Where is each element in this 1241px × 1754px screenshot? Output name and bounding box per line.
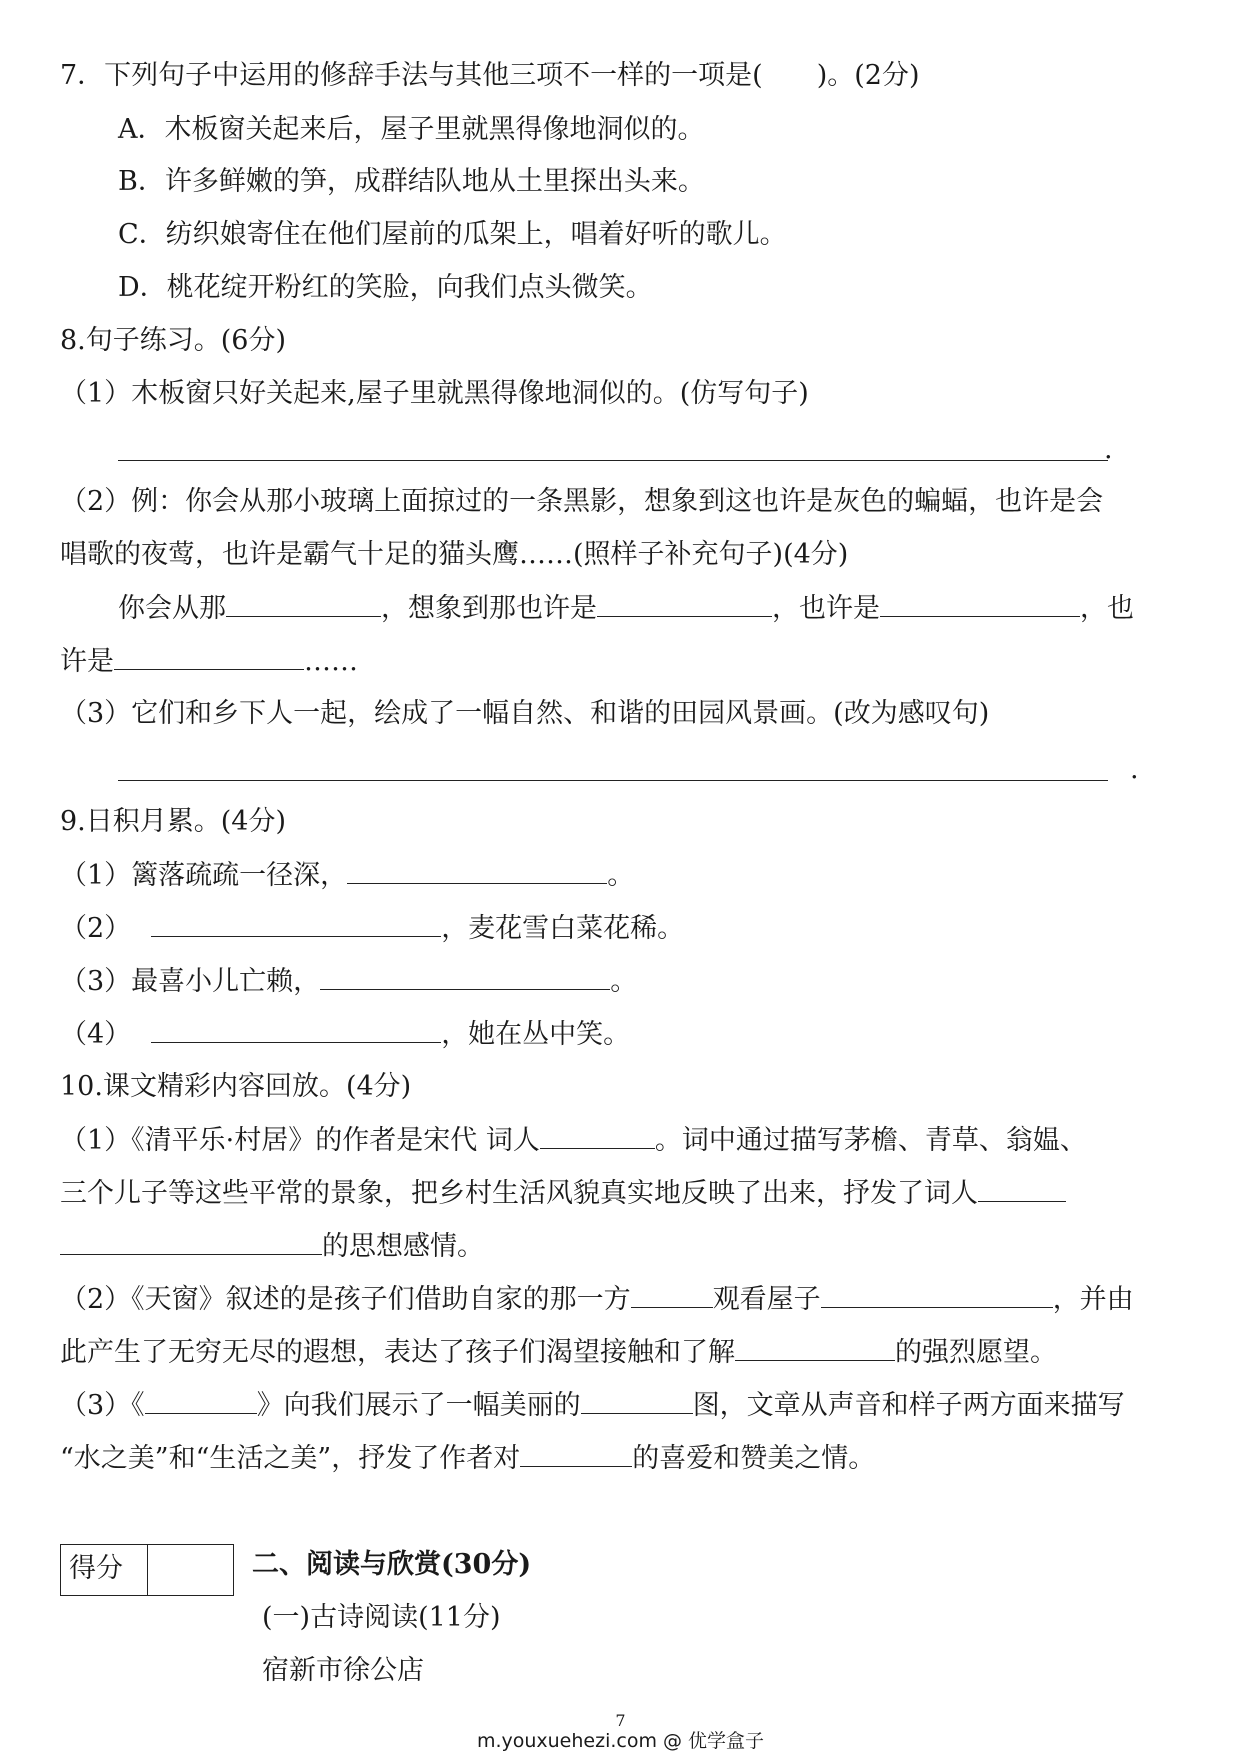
q9-blank-2[interactable] [151,910,441,937]
q10-blank-1[interactable] [540,1122,655,1149]
q10-blank-3[interactable] [631,1281,713,1308]
q10-p3-text-c: 图，文章从声音和样子两方面来描写 [692,1390,1125,1421]
q8-part2-fill-line [118,590,1134,627]
q10-p1-text-b: 。词中通过描写茅檐、青草、翁媪、 [654,1125,1087,1156]
q8-part2-line1: （2）例：你会从那小玻璃上面掠过的一条黑影，想象到这也许是灰色的蝙蝠，也许是会 [60,486,1104,517]
score-box [60,1544,234,1596]
q10-part2-line1 [60,1281,1134,1318]
q9-item3 [60,963,637,1000]
q10-p3-text-b: 》向我们展示了一幅美丽的 [256,1390,581,1421]
q9-item2 [60,910,684,947]
section2-heading: 二、阅读与欣赏(30分) [252,1549,532,1580]
q10-blank-2a[interactable] [978,1175,1066,1202]
q9-item4-text: ，她在丛中笑。 [441,1019,631,1050]
q7-stem: 7．下列句子中运用的修辞手法与其他三项不一样的一项是( )。(2分) [60,60,920,91]
q10-p1-text-a: （1）《清平乐·村居》的作者是宋代 词人 [60,1125,540,1156]
q8-blank-4[interactable] [114,643,304,670]
q10-p2-text-b: 观看屋子 [712,1284,821,1315]
q7-option-b: B．许多鲜嫩的笋，成群结队地从土里探出头来。 [118,166,705,197]
poem-title: 宿新市徐公店 [262,1655,424,1686]
q8-fill-text-d: ，也 [1080,593,1134,624]
q10-blank-8[interactable] [520,1440,632,1467]
q10-p1-text-d: 的思想感情。 [322,1231,484,1262]
q8-blank-3[interactable] [880,590,1080,617]
q7-option-a: A．木板窗关起来后，屋子里就黑得像地洞似的。 [118,114,705,145]
q9-item3-text: （3）最喜小儿亡赖， [60,966,321,997]
q10-p2-text-d: 此产生了无穷无尽的遐想，表达了孩子们渴望接触和了解 [60,1337,735,1368]
q9-item1 [60,857,634,894]
q8-part3-answer-line[interactable] [118,780,1108,781]
q9-item4-num: （4） [60,1019,132,1050]
q10-p1-text-c: 三个儿子等这些平常的景象，把乡村生活风貌真实地反映了出来，抒发了词人 [60,1178,978,1209]
q9-item2-num: （2） [60,913,132,944]
q8-blank-2[interactable] [597,590,772,617]
q9-title: 9.日积月累。(4分) [60,806,287,837]
q10-part1-line2 [60,1175,1066,1212]
q10-part3-line2 [60,1440,875,1477]
q7-option-d: D．桃花绽开粉红的笑脸，向我们点头微笑。 [118,272,653,303]
q8-title: 8.句子练习。(6分) [60,325,287,356]
footer-site: m.youxuehezi.com @ 优学盒子 [476,1730,765,1752]
q8-part3: （3）它们和乡下人一起，绘成了一幅自然、和谐的田园风景画。(改为感叹句) [60,698,990,729]
q10-blank-7[interactable] [581,1387,693,1414]
q8-part2-line2: 唱歌的夜莺，也许是霸气十足的猫头鹰……(照样子补充句子)(4分) [60,539,849,570]
q9-blank-3[interactable] [320,963,610,990]
q10-p2-text-a: （2）《天窗》叙述的是孩子们借助自家的那一方 [60,1284,631,1315]
section2-subheading: (一)古诗阅读(11分) [262,1602,501,1633]
q9-blank-1[interactable] [347,857,607,884]
q10-blank-5[interactable] [735,1334,895,1361]
q10-blank-6[interactable] [145,1387,257,1414]
q9-item3-end: 。 [610,966,638,997]
q10-blank-4[interactable] [821,1281,1053,1308]
q8-part1: （1）木板窗只好关起来,屋子里就黑得像地洞似的。(仿写句子) [60,378,809,409]
q10-title: 10.课文精彩内容回放。(4分) [60,1071,412,1102]
q10-p2-text-e: 的强烈愿望。 [895,1337,1057,1368]
q8-fill-text-b: ，想象到那也许是 [381,593,597,624]
q9-item4 [60,1016,630,1053]
q8-fill-text-a: 你会从那 [118,593,226,624]
q9-blank-4[interactable] [151,1016,441,1043]
q8-fill-text-c: ，也许是 [772,593,880,624]
q8-part1-answer-line[interactable] [118,460,1108,461]
q8-part1-period: . [1104,434,1113,465]
q10-part3-line1 [60,1387,1125,1424]
q10-p3-text-e: 的喜爱和赞美之情。 [632,1443,876,1474]
q9-item1-end: 。 [607,860,635,891]
q10-p3-text-a: （3）《 [60,1390,145,1421]
q8-fill-text-e: 许是 [60,646,114,677]
page-number: 7 [615,1711,626,1730]
q10-blank-2b[interactable] [60,1228,322,1255]
q8-part3-period: . [1130,754,1139,785]
q7-option-c: C．纺织娘寄住在他们屋前的瓜架上，唱着好听的歌儿。 [118,219,787,250]
q8-blank-1[interactable] [226,590,381,617]
q9-item2-text: ，麦花雪白菜花稀。 [441,913,685,944]
q10-part2-line2 [60,1334,1057,1371]
q8-fill-text-f: …… [304,646,358,677]
q8-part2-fill-line2 [60,643,358,680]
score-label: 得分 [69,1553,123,1584]
q10-part1-line3 [60,1228,484,1265]
q9-item1-text: （1）篱落疏疏一径深， [60,860,348,891]
q10-p3-text-d: “水之美”和“生活之美”，抒发了作者对 [60,1443,521,1474]
q10-p2-text-c: ，并由 [1052,1284,1134,1315]
score-box-divider [147,1545,148,1595]
q10-part1-line1 [60,1122,1087,1159]
